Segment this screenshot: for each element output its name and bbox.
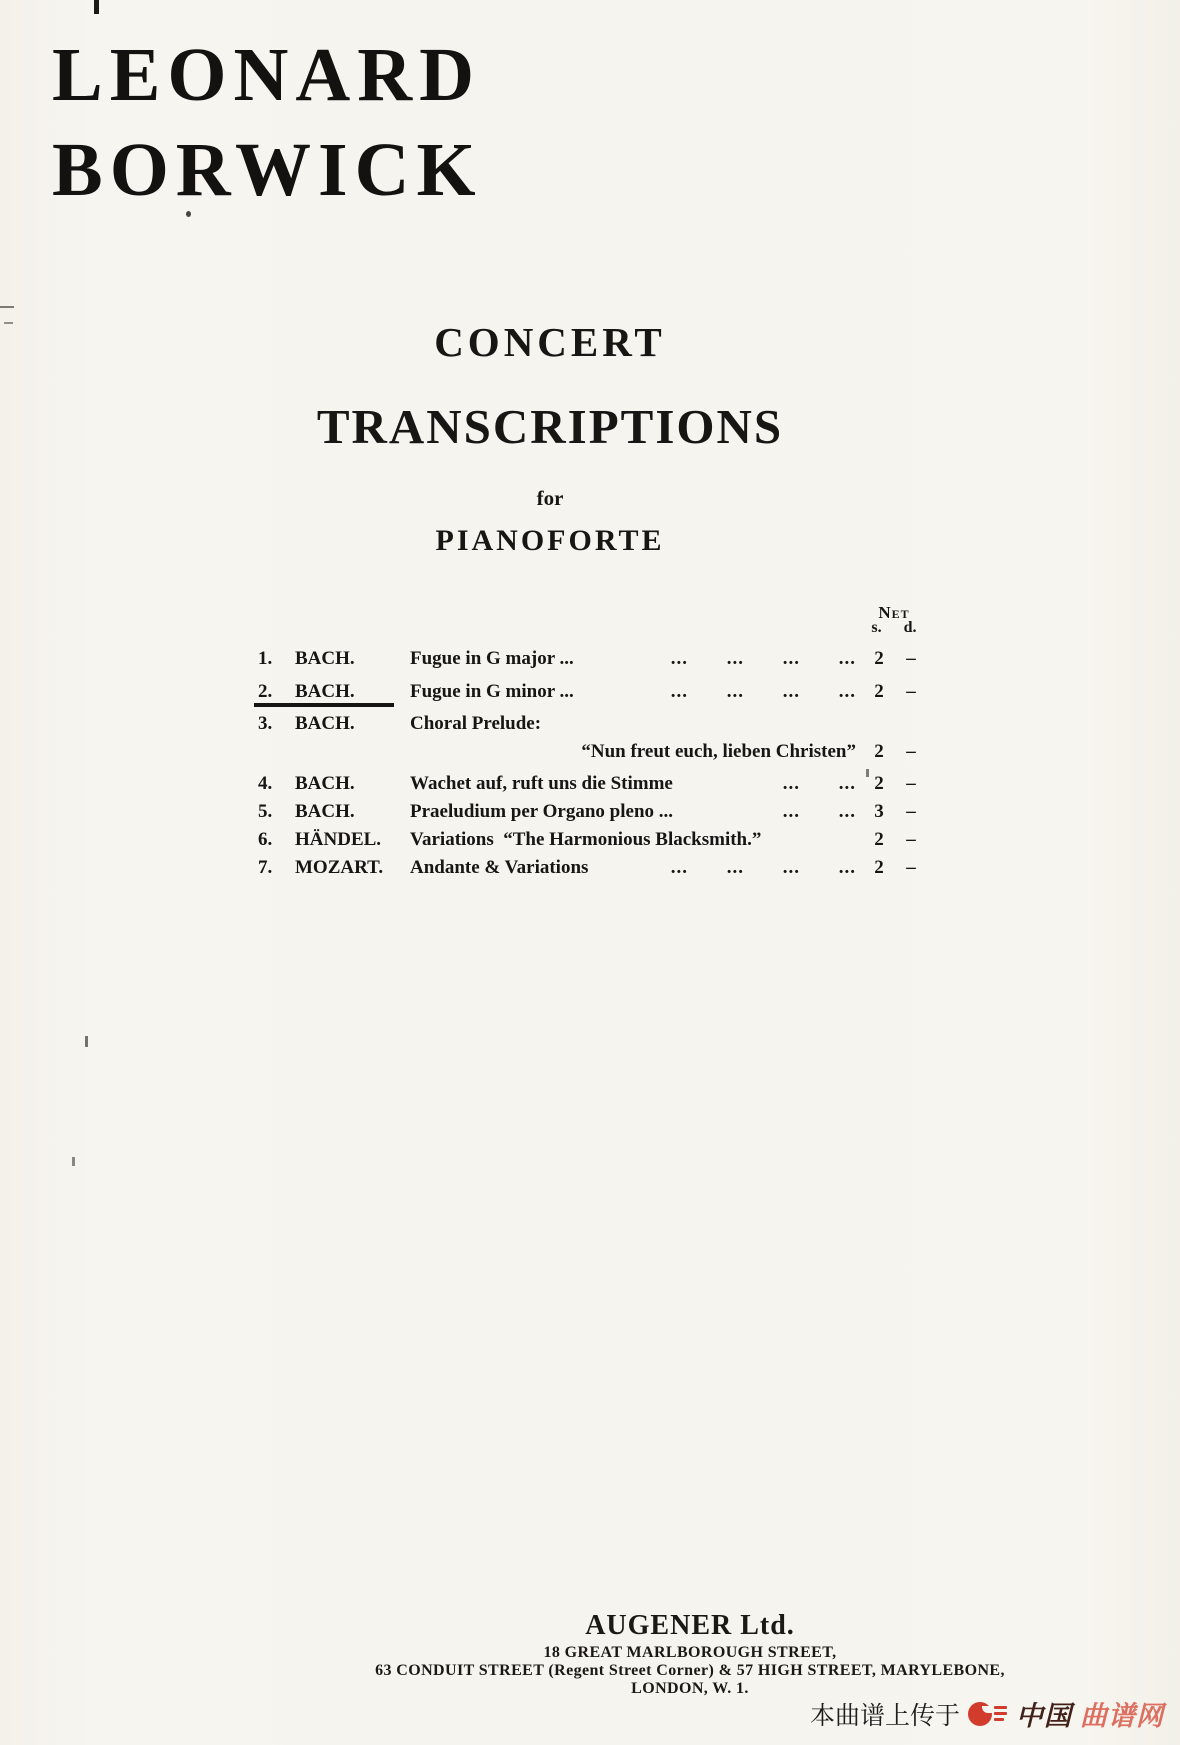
dot-leaders: ... ... ... ... <box>670 681 856 702</box>
price-shillings: 2 <box>874 829 884 850</box>
site-watermark <box>810 1694 1164 1733</box>
price-pence: – <box>906 857 916 878</box>
item-number: 3. <box>258 713 273 734</box>
price-shillings: 2 <box>874 857 884 878</box>
publisher-address-line1: 18 GREAT MARLBOROUGH STREET, <box>543 1644 837 1661</box>
composer-name: BACH. <box>295 801 355 822</box>
price-column-header <box>856 603 932 636</box>
series-title-line2: TRANSCRIPTIONS <box>316 399 784 454</box>
catalogue-row-3-subtitle <box>258 738 926 766</box>
scan-artifact <box>85 1036 88 1047</box>
dot-leaders: ... ... <box>782 801 856 822</box>
item-number: 2. <box>258 681 273 702</box>
item-number: 4. <box>258 773 273 794</box>
piece-title: Fugue in G minor ... <box>410 681 574 702</box>
catalogue-row-6 <box>258 826 926 854</box>
piece-title: Fugue in G major ... <box>410 648 574 669</box>
instrument-title: PIANOFORTE <box>435 524 665 557</box>
score-site-logo-icon <box>968 1700 1008 1728</box>
price-shillings: 2 <box>874 773 884 794</box>
price-shillings: 2 <box>874 741 884 762</box>
logo-staff-line <box>994 1712 1007 1715</box>
composer-name: MOZART. <box>295 857 384 878</box>
piece-title: Choral Prelude: <box>410 713 542 734</box>
piece-subtitle: “Nun freut euch, lieben Christen” <box>581 741 856 762</box>
piece-title: Andante & Variations <box>410 857 589 878</box>
dot-leaders: ... ... ... ... <box>670 857 856 878</box>
price-pence: – <box>906 681 916 702</box>
catalogue-row-3 <box>258 710 926 738</box>
composer-name: BACH. <box>295 648 355 669</box>
pence-label: d. <box>903 619 917 636</box>
dot-leaders: ... ... <box>782 773 856 794</box>
logo-notch <box>982 1706 994 1713</box>
scan-artifact <box>72 1157 75 1166</box>
logo-staff-line <box>994 1718 1004 1721</box>
dot-leaders: ... ... ... ... <box>670 648 856 669</box>
price-shillings: 2 <box>874 681 884 702</box>
item-number: 7. <box>258 857 273 878</box>
catalogue-rows <box>258 600 926 882</box>
price-pence: – <box>906 801 916 822</box>
scan-artifact <box>94 0 99 14</box>
artist-name <box>52 28 483 218</box>
watermark-brand-part1: 中国 <box>1016 1701 1072 1731</box>
composer-name: BACH. <box>295 713 355 734</box>
publisher-address-line3: LONDON, W. 1. <box>631 1680 749 1697</box>
for-text: for <box>536 486 564 510</box>
catalogue-row-4 <box>258 770 926 798</box>
publisher-address-line2: 63 CONDUIT STREET (Regent Street Corner) & 57 HIGH STREET, MARYLEBONE, <box>375 1662 1005 1679</box>
price-pence: – <box>906 773 916 794</box>
piece-title: Variations “The Harmonious Blacksmith.” <box>410 829 762 850</box>
artist-name-line1: LEONARD <box>52 33 482 117</box>
catalogue-row-5 <box>258 798 926 826</box>
piece-title: Praeludium per Organo pleno ... <box>410 801 674 822</box>
emphasis-underline <box>254 703 394 707</box>
publisher-block <box>250 1608 1130 1698</box>
price-shillings: 2 <box>874 648 884 669</box>
piece-title: Wachet auf, ruft uns die Stimme <box>410 773 673 794</box>
composer-name: BACH. <box>295 681 355 702</box>
net-label: Net <box>878 603 910 622</box>
item-number: 6. <box>258 829 273 850</box>
series-title-line1: CONCERT <box>434 319 666 365</box>
price-pence: – <box>906 648 916 669</box>
scan-artifact <box>0 306 14 308</box>
catalogue-list <box>258 600 926 882</box>
price-pence: – <box>906 741 916 762</box>
catalogue-row-2 <box>258 678 926 706</box>
artist-name-line2: BORWICK <box>52 128 483 212</box>
item-number: 1. <box>258 648 273 669</box>
price-shillings: 3 <box>874 801 884 822</box>
composer-name: HÄNDEL. <box>295 829 382 850</box>
composer-name: BACH. <box>295 773 355 794</box>
watermark-brand-part2: 曲谱网 <box>1080 1701 1164 1731</box>
price-pence: – <box>906 829 916 850</box>
publisher-name: AUGENER Ltd. <box>585 1610 795 1641</box>
logo-staff-line <box>994 1706 1007 1709</box>
catalogue-row-7 <box>258 854 926 882</box>
catalogue-row-1 <box>258 645 926 673</box>
shillings-label: s. <box>871 619 882 636</box>
item-number: 5. <box>258 801 273 822</box>
watermark-prefix-text: 本曲谱上传于 <box>809 1701 960 1730</box>
